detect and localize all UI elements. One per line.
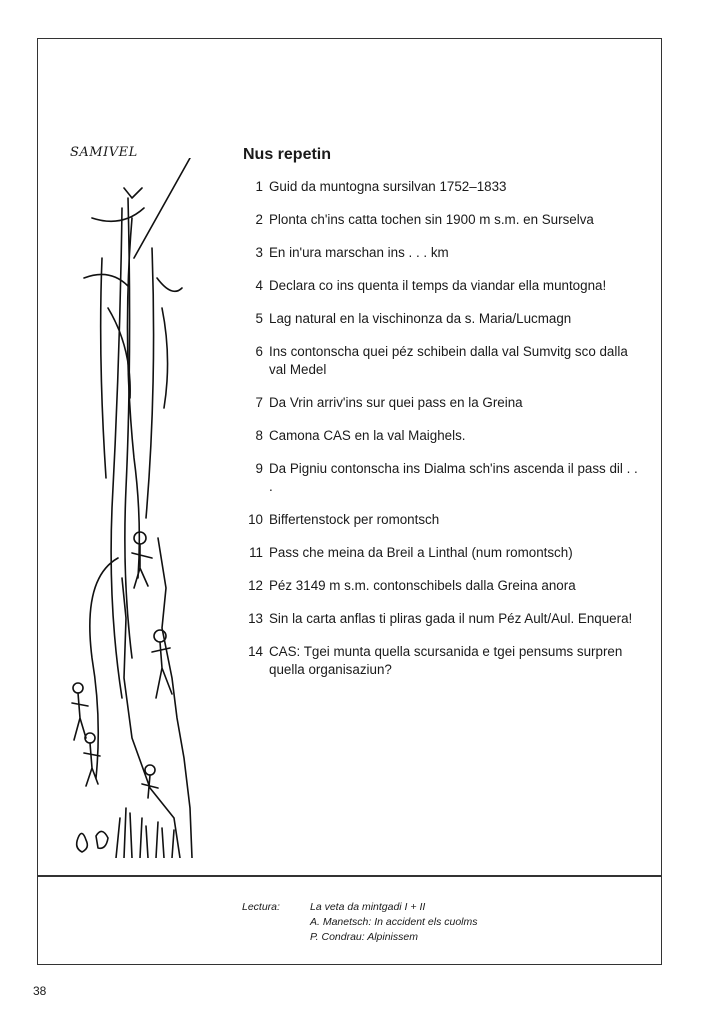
item-text: En in'ura marschan ins . . . km xyxy=(269,245,449,260)
item-number: 2 xyxy=(255,212,263,227)
list-item xyxy=(243,427,643,445)
item-number: 6 xyxy=(255,344,263,359)
list-item xyxy=(243,643,643,679)
list-item xyxy=(243,244,643,262)
item-number: 8 xyxy=(255,428,263,443)
list-item xyxy=(243,511,643,529)
item-text: Lag natural en la vischinonza da s. Maria/Lucmagn xyxy=(269,311,572,326)
item-text: Péz 3149 m s.m. contonschibels dalla Greina anora xyxy=(269,578,576,593)
reading-row xyxy=(242,900,478,915)
item-number: 12 xyxy=(248,578,263,593)
list-item xyxy=(243,277,643,295)
list-item xyxy=(243,610,643,628)
item-text: Sin la carta anflas ti pliras gada il num Péz Ault/Aul. Enquera! xyxy=(269,611,633,626)
page-number: 38 xyxy=(33,984,47,998)
item-number: 13 xyxy=(248,611,263,626)
climbers-illustration xyxy=(62,158,232,858)
item-text: Da Pigniu contonscha ins Dialma sch'ins ascenda il pass dil . . . xyxy=(269,461,638,494)
item-number: 1 xyxy=(255,179,263,194)
item-text: Biffertenstock per romontsch xyxy=(269,512,440,527)
item-text: Ins contonscha quei péz schibein dalla val Sumvitg sco dalla val Medel xyxy=(269,344,628,377)
item-text: Guid da muntogna sursilvan 1752–1833 xyxy=(269,179,507,194)
question-list xyxy=(243,178,643,694)
list-item xyxy=(243,310,643,328)
reading-item: La veta da mintgadi I + II xyxy=(310,901,426,913)
list-item xyxy=(243,577,643,595)
item-number: 7 xyxy=(255,395,263,410)
item-number: 3 xyxy=(255,245,263,260)
reading-list xyxy=(242,900,478,945)
item-text: Pass che meina da Breil a Linthal (num romontsch) xyxy=(269,545,573,560)
list-item xyxy=(243,211,643,229)
list-item xyxy=(243,178,643,196)
reading-item: A. Manetsch: In accident els cuolms xyxy=(310,916,478,928)
item-text: Declara co ins quenta il temps da viandar ella muntogna! xyxy=(269,278,607,293)
list-item xyxy=(243,544,643,562)
item-number: 5 xyxy=(255,311,263,326)
item-text: Camona CAS en la val Maighels. xyxy=(269,428,466,443)
page-title: Nus repetin xyxy=(243,146,332,163)
item-text: CAS: Tgei munta quella scursanida e tgei pensums surpren quella organisaziun? xyxy=(269,644,623,677)
item-number: 4 xyxy=(255,278,263,293)
list-item xyxy=(243,343,643,379)
item-number: 9 xyxy=(255,461,263,476)
item-text: Plonta ch'ins catta tochen sin 1900 m s.m. en Surselva xyxy=(269,212,594,227)
item-number: 10 xyxy=(248,512,263,527)
artist-signature: SAMIVEL xyxy=(70,145,138,160)
list-item xyxy=(243,394,643,412)
reading-item: P. Condrau: Alpinissem xyxy=(310,931,418,943)
item-text: Da Vrin arriv'ins sur quei pass en la Greina xyxy=(269,395,523,410)
item-number: 11 xyxy=(249,545,263,560)
reading-label: Lectura: xyxy=(242,901,280,913)
list-item xyxy=(243,460,643,496)
item-number: 14 xyxy=(248,644,263,659)
